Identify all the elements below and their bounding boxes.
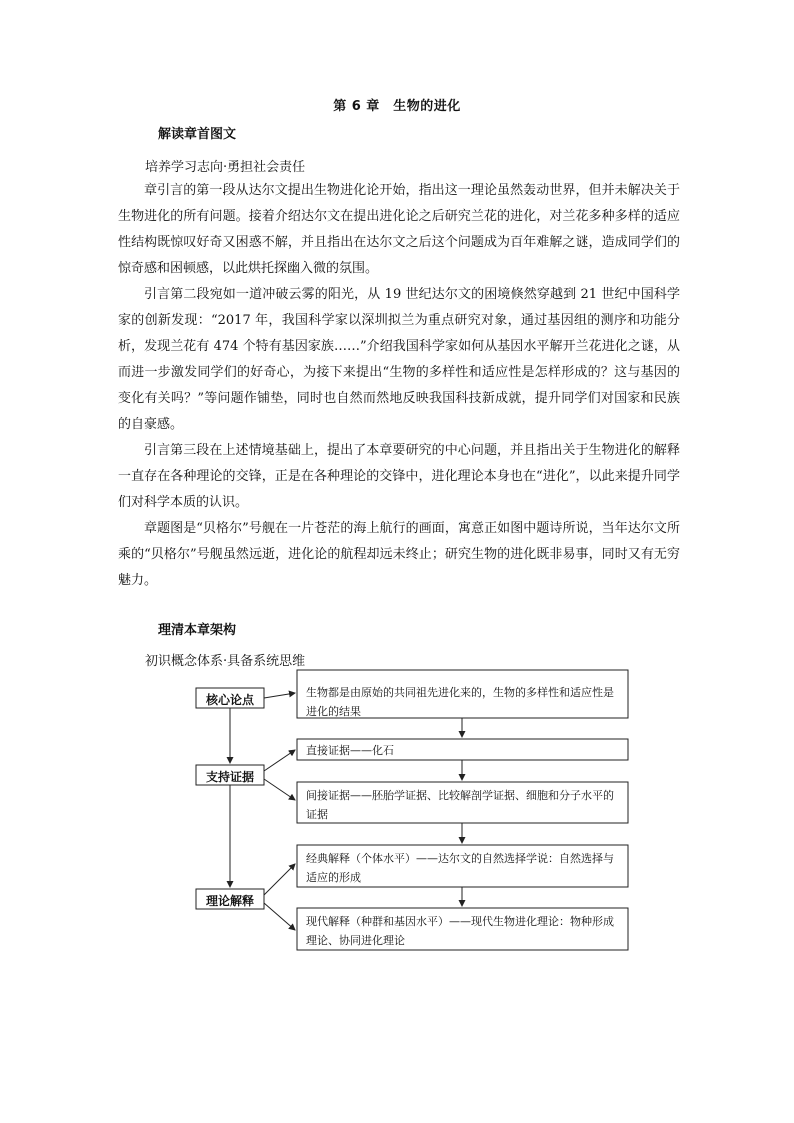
section-subheading-structure: 初识概念体系·具备系统思维 [145,654,306,669]
connector-classic [264,864,295,895]
section-heading-structure: 理清本章架构 [158,623,237,638]
box-direct-text: 直接证据——化石 [306,744,394,757]
paragraph-2: 引言第二段宛如一道冲破云雾的阳光，从 19 世纪达尔文的困境倏然穿越到 21 世纪中国科学家的创新发现：“2017 年，我国科学家以深圳拟兰为重点研究对象，通过基因组的测序和功能分析，发现兰花有 474 个特有基因家族……”介绍我国科学家如何从基因水平解开兰花进化之谜，从而进一步激发同学们的好奇心，为接下来提出“生物的多样性和适应性是怎样形成的？这与基因的变化有关吗？”等问题作铺垫，同时也自然而然地反映我国科技新成就，提升同学们对国家和民族的自豪感。 [118,287,680,432]
paragraph-1: 章引言的第一段从达尔文提出生物进化论开始，指出这一理论虽然轰动世界，但并未解决关于生物进化的所有问题。接着介绍达尔文在提出进化论之后研究兰花的进化，对兰花多种多样的适应性结构既惊叹好奇又困惑不解，并且指出在达尔文之后这个问题成为百年难解之谜，造成同学们的惊奇感和困顿感，以此烘托探幽入微的氛围。 [118,183,680,276]
connector-direct [264,750,295,771]
section-heading-reading: 解读章首图文 [158,127,237,142]
node-support-label: 支持证据 [205,770,254,784]
box-core-text: 生物都是由原始的共同祖先进化来的，生物的多样性和适应性是进化的结果 [306,686,614,718]
paragraph-3: 引言第三段在上述情境基础上，提出了本章要研究的中心问题，并且指出关于生物进化的解释一直存在各种理论的交锋，正是在各种理论的交锋中，进化理论本身也在“进化”，以此来提升同学们对科学本质的认识。 [118,443,680,510]
box-indirect-text: 间接证据——胚胎学证据、比较解剖学证据、细胞和分子水平的证据 [306,789,614,821]
connector-core [264,693,295,698]
node-theory-label: 理论解释 [205,894,254,908]
chapter-title: 第 6 章 生物的进化 [333,99,461,114]
box-classic-text: 经典解释（个体水平）——达尔文的自然选择学说：自然选择与适应的形成 [306,852,614,884]
intro-text [118,178,680,594]
node-core-label: 核心论点 [205,693,254,707]
box-modern-text: 现代解释（种群和基因水平）——现代生物进化理论：物种形成理论、协同进化理论 [306,915,614,947]
paragraph-4: 章题图是“贝格尔”号舰在一片苍茫的海上航行的画面，寓意正如图中题诗所说，当年达尔文所乘的“贝格尔”号舰虽然远逝，进化论的航程却远未终止；研究生物的进化既非易事，同时又有无穷魅力。 [118,521,680,588]
connector-modern [264,903,295,930]
section-subheading-reading: 培养学习志向·勇担社会责任 [145,160,306,175]
connector-indirect [264,779,295,800]
